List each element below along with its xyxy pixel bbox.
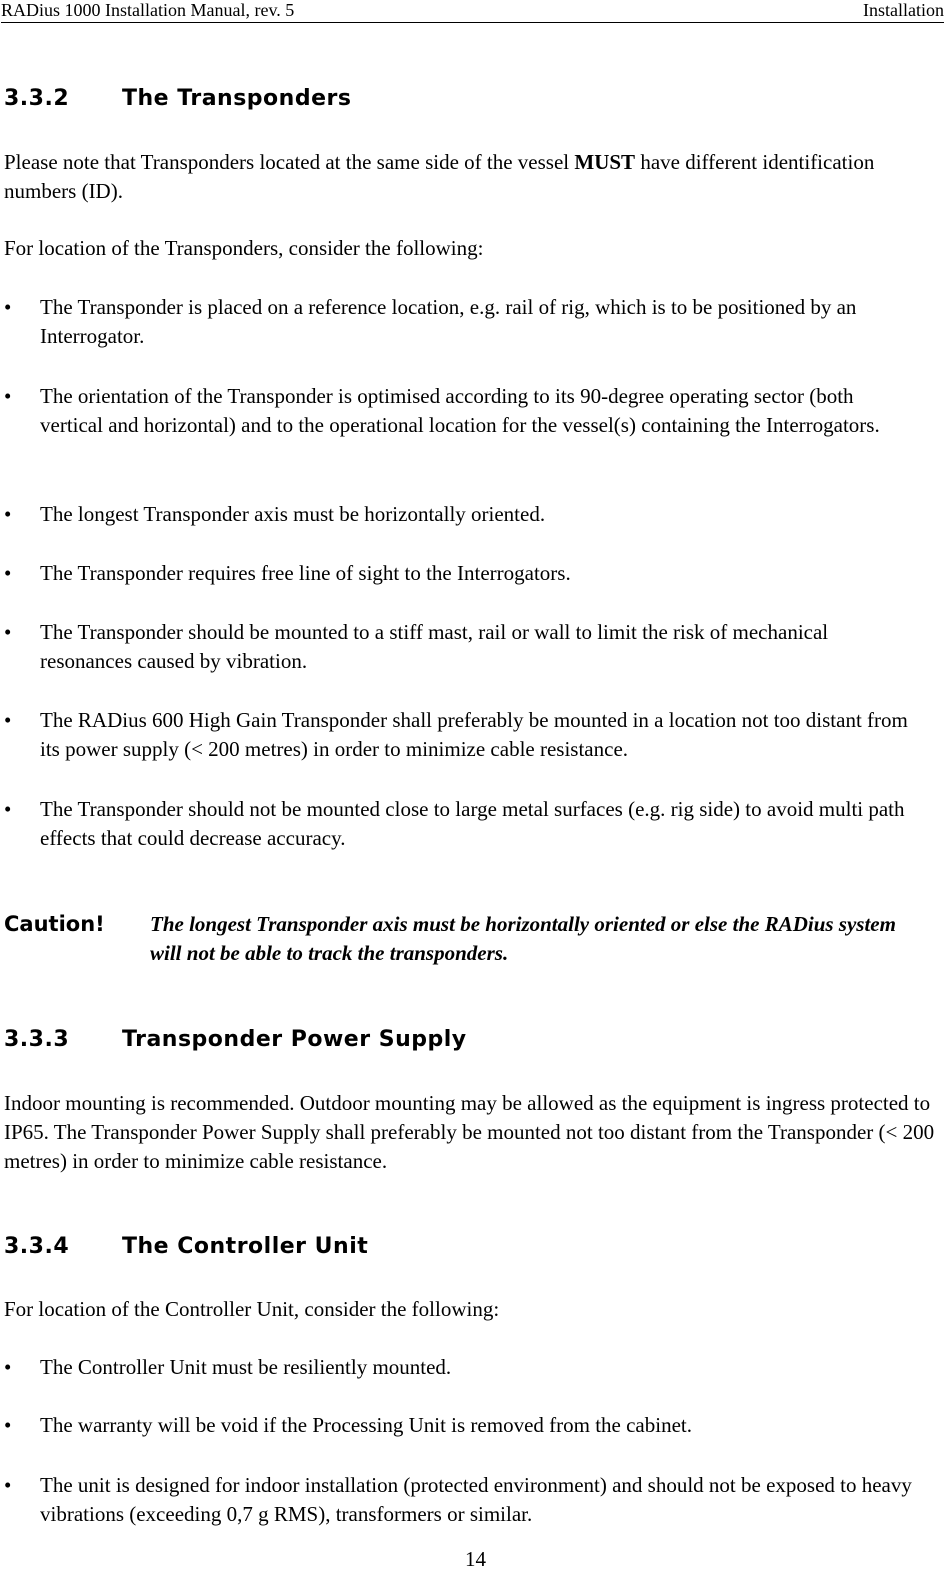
list-item-text: The unit is designed for indoor installation (protected environment) and should not be exposed to heavy vibrations (exceeding 0,7 g RMS), transformers or similar. (40, 1473, 912, 1526)
section-title: Transponder Power Supply (122, 1027, 467, 1052)
transponder-id-note (4, 148, 944, 206)
bullet-icon: • (4, 295, 12, 319)
bullet-icon: • (4, 1473, 12, 1497)
note-text-end: have different identification numbers (ID). (4, 150, 875, 203)
section-heading-3-3-2 (4, 86, 351, 112)
list-item-text: The Controller Unit must be resiliently mounted. (40, 1355, 452, 1379)
caution-text: The longest Transponder axis must be horizontally oriented or else the RADius system will not be able to track the transponders. (150, 912, 896, 965)
bullet-icon: • (4, 384, 12, 408)
power-supply-paragraph: Indoor mounting is recommended. Outdoor mounting may be allowed as the equipment is ingress protected to IP65. The Transponder Power Supply shall preferably be mounted not too distant from the Transponder (< 200 metres) in order to minimize cable resistance. (4, 1091, 935, 1173)
note-text-start: Please note that Transponders located at the same side of the vessel (4, 150, 575, 174)
list-item-text: The RADius 600 High Gain Transponder shall preferably be mounted in a location not too distant from its power supply (< 200 metres) in order to minimize cable resistance. (40, 708, 908, 761)
header-chapter-title: Installation (863, 0, 944, 20)
section-title: The Transponders (122, 86, 352, 111)
bullet-icon: • (4, 1413, 12, 1437)
bullet-icon: • (4, 620, 12, 644)
caution-label: Caution! (4, 912, 105, 936)
section-heading-3-3-3 (4, 1027, 467, 1053)
list-item-text: The longest Transponder axis must be horizontally oriented. (40, 502, 546, 526)
list-item-text: The Transponder should not be mounted close to large metal surfaces (e.g. rig side) to avoid multi path effects that could decrease accuracy. (40, 797, 905, 850)
list-item-text: The orientation of the Transponder is optimised according to its 90-degree operating sector (both vertical and horizontal) and to the operational location for the vessel(s) containing the Interrogators. (40, 384, 880, 437)
bullet-icon: • (4, 502, 12, 526)
section-number: 3.3.2 (4, 86, 70, 111)
section-title: The Controller Unit (122, 1234, 369, 1259)
page-number: 14 (465, 1547, 486, 1571)
section-number: 3.3.4 (4, 1234, 70, 1259)
running-header (1, 0, 944, 23)
bullet-icon: • (4, 1355, 12, 1379)
section-heading-3-3-4 (4, 1234, 368, 1260)
bullet-icon: • (4, 797, 12, 821)
list-item-text: The Transponder should be mounted to a stiff mast, rail or wall to limit the risk of mechanical resonances caused by vibration. (40, 620, 829, 673)
list-item-text: The Transponder requires free line of sight to the Interrogators. (40, 561, 571, 585)
header-document-title: RADius 1000 Installation Manual, rev. 5 (1, 0, 295, 20)
must-emphasis: MUST (574, 150, 636, 174)
section-number: 3.3.3 (4, 1027, 70, 1052)
bullet-icon: • (4, 561, 12, 585)
transponder-location-lead: For location of the Transponders, consider the following: (4, 236, 484, 260)
list-item-text: The Transponder is placed on a reference location, e.g. rail of rig, which is to be positioned by an Interrogator. (40, 295, 857, 348)
controller-location-lead: For location of the Controller Unit, consider the following: (4, 1297, 500, 1321)
list-item-text: The warranty will be void if the Processing Unit is removed from the cabinet. (40, 1413, 692, 1437)
bullet-icon: • (4, 708, 12, 732)
